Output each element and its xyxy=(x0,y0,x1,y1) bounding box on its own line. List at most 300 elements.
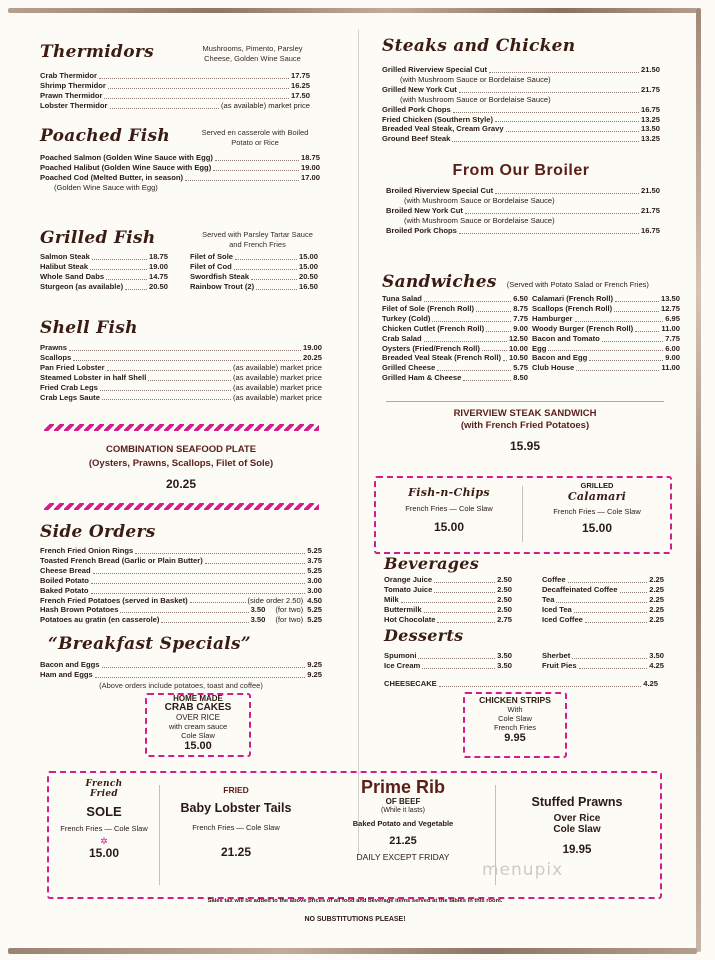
menu-item-name: Filet of Sole xyxy=(190,252,234,261)
watermark: menupix xyxy=(482,860,564,880)
dot-leader xyxy=(213,169,299,171)
dot-leader xyxy=(99,77,289,79)
dot-leader xyxy=(256,288,297,290)
menu-item-row xyxy=(40,393,322,403)
menu-item-price: 2.50 xyxy=(497,575,512,584)
menu-item-price: 2.50 xyxy=(497,584,512,594)
menu-item-row xyxy=(382,115,660,125)
menu-item-row xyxy=(40,153,320,163)
dot-leader xyxy=(92,258,147,260)
sandwiches-left-list xyxy=(382,294,528,383)
menu-item-name: Tuna Salad xyxy=(382,294,422,303)
menu-item-row xyxy=(542,585,664,595)
fish-chips-price: 15.00 xyxy=(433,520,465,534)
menu-item-price: 16.50 xyxy=(298,281,318,291)
menu-item-price: 2.25 xyxy=(649,604,664,614)
menu-item-name: Swordfish Steak xyxy=(190,271,250,281)
dot-leader xyxy=(125,288,147,290)
menu-item-price: 8.50 xyxy=(513,373,528,383)
menu-item-qualifier: (as available) market price xyxy=(232,392,322,402)
menu-item-name: Broiled Riverview Special Cut xyxy=(386,186,494,195)
menu-item-name: Bacon and Egg xyxy=(532,353,588,363)
dot-leader xyxy=(424,340,507,342)
menu-item-price: 17.00 xyxy=(300,172,320,182)
menu-item-row xyxy=(40,173,320,183)
menu-item-price: 17.50 xyxy=(290,90,310,100)
crab-cakes-price: 15.00 xyxy=(184,740,212,752)
menu-item-row xyxy=(542,605,664,615)
menu-item-name: Fruit Pies xyxy=(541,660,577,670)
menu-item-price: 16.75 xyxy=(640,104,660,114)
desserts-section xyxy=(384,626,664,689)
desserts-title: Desserts xyxy=(384,626,464,645)
dot-leader xyxy=(102,398,231,400)
dot-leader xyxy=(576,369,659,371)
menu-item-row xyxy=(386,226,660,236)
fish-calamari-box xyxy=(374,476,672,554)
fish-chips-block xyxy=(376,486,522,534)
menu-item-row xyxy=(542,651,664,661)
dot-leader xyxy=(215,159,299,161)
menu-item-name: Rainbow Trout (2) xyxy=(190,281,255,291)
calamari-price: 15.00 xyxy=(581,521,613,535)
menu-item-name: Prawns xyxy=(40,343,68,352)
steak-sandwich-price: 15.95 xyxy=(509,439,541,453)
menu-item-name: Breaded Veal Steak (French Roll) xyxy=(382,353,502,363)
dot-leader xyxy=(107,369,231,371)
menu-item-row xyxy=(382,134,660,144)
menu-item-row xyxy=(190,282,318,292)
beverages-right-list xyxy=(542,575,664,625)
lobster-block xyxy=(161,785,311,859)
dot-leader xyxy=(486,330,511,332)
broiler-title xyxy=(382,162,660,180)
chicken-strips-l2: With xyxy=(507,705,523,714)
prime-rib-desc: Baked Potato and Vegetable xyxy=(352,819,454,828)
dot-leader xyxy=(579,667,648,669)
menu-item-price: 10.00 xyxy=(508,343,528,353)
menu-item-qualifier: (side order 2.50) xyxy=(247,595,304,605)
menu-item-price: 3.50 xyxy=(497,651,512,660)
menu-item-name: Buttermilk xyxy=(384,604,422,614)
calamari-sub: French Fries — Cole Slaw xyxy=(553,507,641,516)
menu-item-price: 11.00 xyxy=(661,323,680,333)
menu-item-name: Poached Halibut (Golden Wine Sauce with Egg) xyxy=(40,162,212,172)
frame-top-border xyxy=(8,8,697,13)
menu-item-price: 3.00 xyxy=(307,575,322,585)
menu-item-price: 15.00 xyxy=(298,252,318,261)
dot-leader xyxy=(585,621,647,623)
menu-item-price: 16.75 xyxy=(640,225,660,235)
menu-item-row xyxy=(532,353,680,363)
thermidors-list xyxy=(40,71,310,111)
footer-no-substitutions: NO SUBSTITUTIONS PLEASE! xyxy=(304,916,406,923)
menu-item-name: Turkey (Cold) xyxy=(382,313,431,323)
crab-cakes-l1: HOME MADE xyxy=(173,694,223,703)
menu-item-price: 6.50 xyxy=(513,294,528,303)
beverages-left-list xyxy=(384,575,512,625)
flower-icon: ✲ xyxy=(100,836,108,846)
prime-rib-price: 21.25 xyxy=(389,835,417,847)
menu-item-name: Steamed Lobster in half Shell xyxy=(40,372,147,382)
dot-leader xyxy=(432,320,511,322)
menu-item-row xyxy=(382,105,660,115)
menu-item-name: Sherbet xyxy=(541,651,571,660)
dot-leader xyxy=(106,278,147,280)
menu-item-row xyxy=(532,324,680,334)
dot-leader xyxy=(418,657,495,659)
dot-leader xyxy=(459,232,639,234)
menu-item-name: Orange Juice xyxy=(384,575,433,584)
menu-item-price: 18.75 xyxy=(148,252,168,261)
menu-item-qualifier: (for two) xyxy=(275,605,304,615)
calamari-pre: GRILLED xyxy=(580,481,614,490)
sandwiches-note: (Served with Potato Salad or French Fries) xyxy=(506,280,649,289)
menu-item-row xyxy=(40,353,322,363)
menu-item-row xyxy=(40,91,310,101)
shell-title: Shell Fish xyxy=(40,318,138,338)
menu-item-name: Fried Chicken (Southern Style) xyxy=(382,114,493,124)
dot-leader xyxy=(614,310,659,312)
desserts-left-list xyxy=(384,651,512,671)
dot-leader xyxy=(482,349,507,351)
dot-leader xyxy=(437,621,495,623)
menu-item-price: 15.00 xyxy=(298,261,318,271)
menu-item-price: 5.25 xyxy=(307,565,322,575)
crab-cakes-l5: Cole Slaw xyxy=(181,731,215,740)
menu-item-price: 6.00 xyxy=(665,343,680,353)
sole-block xyxy=(49,779,159,860)
poached-sub: (Golden Wine Sauce with Egg) xyxy=(54,182,158,192)
dot-leader xyxy=(602,340,663,342)
menu-item-row xyxy=(40,252,168,262)
prime-rib-sub: OF BEEF xyxy=(385,797,421,806)
menu-item-row xyxy=(40,101,310,111)
menu-item-name: Pan Fried Lobster xyxy=(40,362,105,372)
dot-leader xyxy=(234,268,297,270)
menu-item-name: Poached Cod (Melted Butter, in season) xyxy=(40,172,184,182)
prawns-block xyxy=(497,795,657,856)
dot-leader xyxy=(95,676,305,678)
menu-item-row xyxy=(542,661,664,671)
menu-item-row xyxy=(542,575,664,585)
menu-item-price: 21.75 xyxy=(640,205,660,215)
menu-item-name: Chicken Cutlet (French Roll) xyxy=(382,323,485,333)
shell-market-list xyxy=(40,363,322,403)
dot-leader xyxy=(589,359,663,361)
beverages-section xyxy=(384,554,664,625)
menu-item-name: Grilled Riverview Special Cut xyxy=(382,65,488,74)
menu-item-name: Shrimp Thermidor xyxy=(40,80,106,90)
steak-sandwich-rule xyxy=(386,401,664,402)
menu-item-price: 19.00 xyxy=(302,343,322,352)
menu-item-price: 13.25 xyxy=(640,134,660,144)
specials-box xyxy=(47,771,662,899)
cheesecake-row xyxy=(384,679,658,689)
menu-item-name: Milk xyxy=(384,594,399,604)
menu-item-row xyxy=(382,334,528,344)
menu-item-name: Hamburger xyxy=(532,313,573,323)
menu-item-name: Hot Chocolate xyxy=(384,614,436,624)
menu-item-row xyxy=(190,272,318,282)
menu-item-row xyxy=(382,373,528,383)
menu-item-name: Crab Thermidor xyxy=(40,71,97,80)
prawns-title: Stuffed Prawns xyxy=(531,795,623,809)
dot-leader xyxy=(476,310,511,312)
chicken-strips-title: CHICKEN STRIPS xyxy=(479,695,551,705)
dot-leader xyxy=(161,621,248,623)
menu-item-row xyxy=(40,615,322,625)
prime-rib-note: (While it lasts) xyxy=(381,807,425,814)
grilled-right-list xyxy=(190,252,318,292)
dot-leader xyxy=(434,591,495,593)
menu-item-name: Ice Cream xyxy=(384,660,421,670)
shell-section xyxy=(40,318,322,402)
menu-item-price: 18.75 xyxy=(300,153,320,162)
menu-item-qualifier: (as available) market price xyxy=(232,382,322,392)
dot-leader xyxy=(205,562,305,564)
menu-item-name: Oysters (Fried/French Roll) xyxy=(382,343,480,353)
dot-leader xyxy=(620,591,648,593)
combo-title: COMBINATION SEAFOOD PLATE xyxy=(105,444,257,455)
menu-item-name: Sturgeon (as available) xyxy=(40,281,124,291)
menu-item-qualifier: (as available) market price xyxy=(232,372,322,382)
menu-item-row xyxy=(384,585,512,595)
menu-item-row xyxy=(40,373,322,383)
menu-item-name: Crab Salad xyxy=(382,333,422,343)
menu-item-row xyxy=(40,660,322,670)
menu-item-name: Toasted French Bread (Garlic or Plain Butter) xyxy=(40,555,203,565)
menu-item-row xyxy=(382,344,528,354)
menu-item-row xyxy=(532,294,680,304)
chicken-strips-price: 9.95 xyxy=(504,732,526,744)
dot-leader xyxy=(572,657,647,659)
column-divider xyxy=(358,30,359,855)
menu-item-note: (with Mushroom Sauce or Bordelaise Sauce) xyxy=(400,74,551,84)
dot-leader xyxy=(190,601,246,603)
dot-leader xyxy=(251,278,297,280)
sole-sub: French Fries — Cole Slaw xyxy=(60,824,148,833)
menu-item-name: Grilled Cheese xyxy=(382,363,436,373)
prime-rib-title: Prime Rib xyxy=(360,777,446,797)
dot-leader xyxy=(148,379,231,381)
menu-item-note: (with Mushroom Sauce or Bordelaise Sauce) xyxy=(400,94,551,104)
dot-leader xyxy=(463,379,511,381)
menu-item-price: 9.25 xyxy=(307,660,322,669)
prawns-l3: Cole Slaw xyxy=(553,824,601,835)
menu-item-price: 2.50 xyxy=(497,594,512,604)
menu-item-row xyxy=(384,595,512,605)
dot-leader xyxy=(91,592,306,594)
grilled-section xyxy=(40,228,322,292)
steak-sandwich-title: RIVERVIEW STEAK SANDWICH xyxy=(453,408,597,419)
menu-item-row xyxy=(382,363,528,373)
dot-leader xyxy=(235,258,297,260)
broiler-list xyxy=(386,186,660,236)
poached-list xyxy=(40,153,320,183)
menu-item-name: Broiled Pork Chops xyxy=(386,225,457,235)
dot-leader xyxy=(424,300,511,302)
menu-item-qualifier: (as available) market price xyxy=(220,100,310,110)
menu-item-price-single: 3.50 xyxy=(250,605,266,615)
sides-section xyxy=(40,522,322,625)
menu-item-row xyxy=(40,566,322,576)
frame-right-border xyxy=(696,8,701,952)
zigzag-divider-left-2 xyxy=(44,503,319,510)
menu-item-qualifier: (for two) xyxy=(275,615,304,625)
dot-leader xyxy=(110,107,219,109)
menu-item-name: Decaffeinated Coffee xyxy=(541,584,618,594)
menu-item-price: 14.75 xyxy=(148,271,168,281)
footer-tax-note: Sales tax will be added to the above prices of all food and beverage items served at the tables in this room. xyxy=(207,898,503,904)
menu-item-note: (with Mushroom Sauce or Bordelaise Sauce) xyxy=(404,215,555,225)
menu-item-name: Tea xyxy=(541,594,555,604)
steak-sandwich-sub: (with French Fried Potatoes) xyxy=(460,420,590,431)
menu-item-name: Ground Beef Steak xyxy=(382,134,451,144)
menu-item-price: 19.00 xyxy=(148,261,168,271)
dot-leader xyxy=(437,369,511,371)
menu-item-price: 5.75 xyxy=(513,363,528,373)
poached-title: Poached Fish xyxy=(40,126,171,146)
menu-item-price: 6.95 xyxy=(665,313,680,323)
sides-list xyxy=(40,546,322,625)
menu-item-row xyxy=(40,71,310,81)
frame-bottom-border xyxy=(8,948,697,954)
menu-item-row xyxy=(386,206,660,216)
menu-item-row xyxy=(382,294,528,304)
shell-list xyxy=(40,343,322,363)
dot-leader xyxy=(422,667,495,669)
menu-item-row xyxy=(190,262,318,272)
menu-item-name: Spumoni xyxy=(384,651,417,660)
menu-item-name: Grilled New York Cut xyxy=(382,84,457,94)
menu-item-price: 7.75 xyxy=(513,313,528,323)
dot-leader xyxy=(453,111,639,113)
menu-item-row xyxy=(384,615,512,625)
menu-item-price: 2.25 xyxy=(649,584,664,594)
dot-leader xyxy=(108,87,289,89)
menu-item-row xyxy=(382,314,528,324)
menu-item-row xyxy=(382,324,528,334)
prawns-price: 19.95 xyxy=(562,844,592,856)
menu-item-row xyxy=(382,124,660,134)
menu-item-qualifier: (as available) market price xyxy=(232,362,322,372)
zigzag-divider-left xyxy=(44,424,319,431)
menu-item-name: Coffee xyxy=(541,575,566,584)
menu-item-name: Grilled Ham & Cheese xyxy=(382,373,462,383)
menu-item-name: Breaded Veal Steak, Cream Gravy xyxy=(382,124,504,134)
dot-leader xyxy=(548,349,663,351)
menu-item-row xyxy=(384,575,512,585)
menu-item-price: 11.00 xyxy=(661,363,680,373)
menu-item-name: Broiled New York Cut xyxy=(386,205,463,215)
dot-leader xyxy=(102,666,306,668)
menu-item-price: 9.25 xyxy=(307,669,322,679)
menu-item-price: 2.25 xyxy=(649,594,664,604)
broiler-section xyxy=(386,186,660,236)
steaks-title: Steaks and Chicken xyxy=(382,36,576,56)
prawns-l2: Over Rice xyxy=(553,813,601,824)
menu-item-name: Potatoes au gratin (en casserole) xyxy=(40,615,160,625)
sole-price: 15.00 xyxy=(88,846,120,860)
menu-item-row xyxy=(40,596,322,606)
menu-item-name: Egg xyxy=(532,343,547,353)
menu-item-row xyxy=(384,661,512,671)
lobster-price: 21.25 xyxy=(220,845,252,859)
prime-rib-days: DAILY EXCEPT FRIDAY xyxy=(356,852,450,862)
menu-item-row xyxy=(384,605,512,615)
menu-item-name: Iced Tea xyxy=(541,604,572,614)
menu-item-row xyxy=(40,282,168,292)
menu-item-row xyxy=(386,186,660,196)
dot-leader xyxy=(104,97,289,99)
lobster-title: Baby Lobster Tails xyxy=(180,801,292,815)
menu-item-row xyxy=(542,615,664,625)
prime-rib-block xyxy=(311,778,495,862)
menu-item-row xyxy=(40,576,322,586)
dot-leader xyxy=(100,389,231,391)
menu-item-row xyxy=(40,586,322,596)
menu-item-row xyxy=(382,304,528,314)
dot-leader xyxy=(495,120,639,122)
menu-item-row xyxy=(40,383,322,393)
grilled-title: Grilled Fish xyxy=(40,228,156,248)
menu-item-name: Bacon and Tomato xyxy=(532,333,600,343)
menu-item-row xyxy=(532,344,680,354)
menu-item-name: French Fried Onion Rings xyxy=(40,546,134,555)
menu-item-price: 4.50 xyxy=(307,595,322,605)
crab-cakes-title: CRAB CAKES xyxy=(164,702,232,713)
dot-leader xyxy=(452,140,639,142)
menu-item-row xyxy=(532,363,680,373)
menu-item-price: 5.25 xyxy=(307,605,322,615)
menu-item-name: Prawn Thermidor xyxy=(40,90,103,100)
menu-item-name: Scallops xyxy=(40,352,72,362)
thermidors-section xyxy=(40,42,310,111)
dot-leader xyxy=(489,71,639,73)
menu-item-price-single: 3.50 xyxy=(250,615,266,625)
menu-item-price: 2.25 xyxy=(649,575,664,584)
menu-item-price: 17.75 xyxy=(290,71,310,80)
dot-leader xyxy=(69,349,301,351)
beverages-title: Beverages xyxy=(384,554,480,573)
menu-item-row xyxy=(40,546,322,556)
menu-item-price: 2.25 xyxy=(649,614,664,624)
menu-item-price: 9.00 xyxy=(513,323,528,333)
dot-leader xyxy=(556,601,647,603)
menu-item-price: 20.50 xyxy=(298,271,318,281)
calamari-title: Calamari xyxy=(567,490,627,503)
sides-title: Side Orders xyxy=(40,522,156,542)
breakfast-section xyxy=(40,634,322,691)
menu-item-name: French Fried Potatoes (served in Basket) xyxy=(40,595,188,605)
menu-item-price: 20.50 xyxy=(148,281,168,291)
chicken-strips-l4: French Fries xyxy=(493,723,537,732)
dot-leader xyxy=(574,611,647,613)
dot-leader xyxy=(465,212,639,214)
menu-item-price: 7.75 xyxy=(665,333,680,343)
menu-item-name: Filet of Cod xyxy=(190,261,232,271)
dot-leader xyxy=(615,300,659,302)
menu-item-row xyxy=(40,343,322,353)
menu-item-price: 3.50 xyxy=(497,660,512,670)
menu-item-row xyxy=(40,363,322,373)
menu-item-price: 12.50 xyxy=(508,333,528,343)
steaks-section xyxy=(382,36,660,144)
menu-item-price: 4.25 xyxy=(649,660,664,670)
menu-item-name: Poached Salmon (Golden Wine Sauce with Egg) xyxy=(40,153,213,162)
dot-leader xyxy=(91,582,305,584)
